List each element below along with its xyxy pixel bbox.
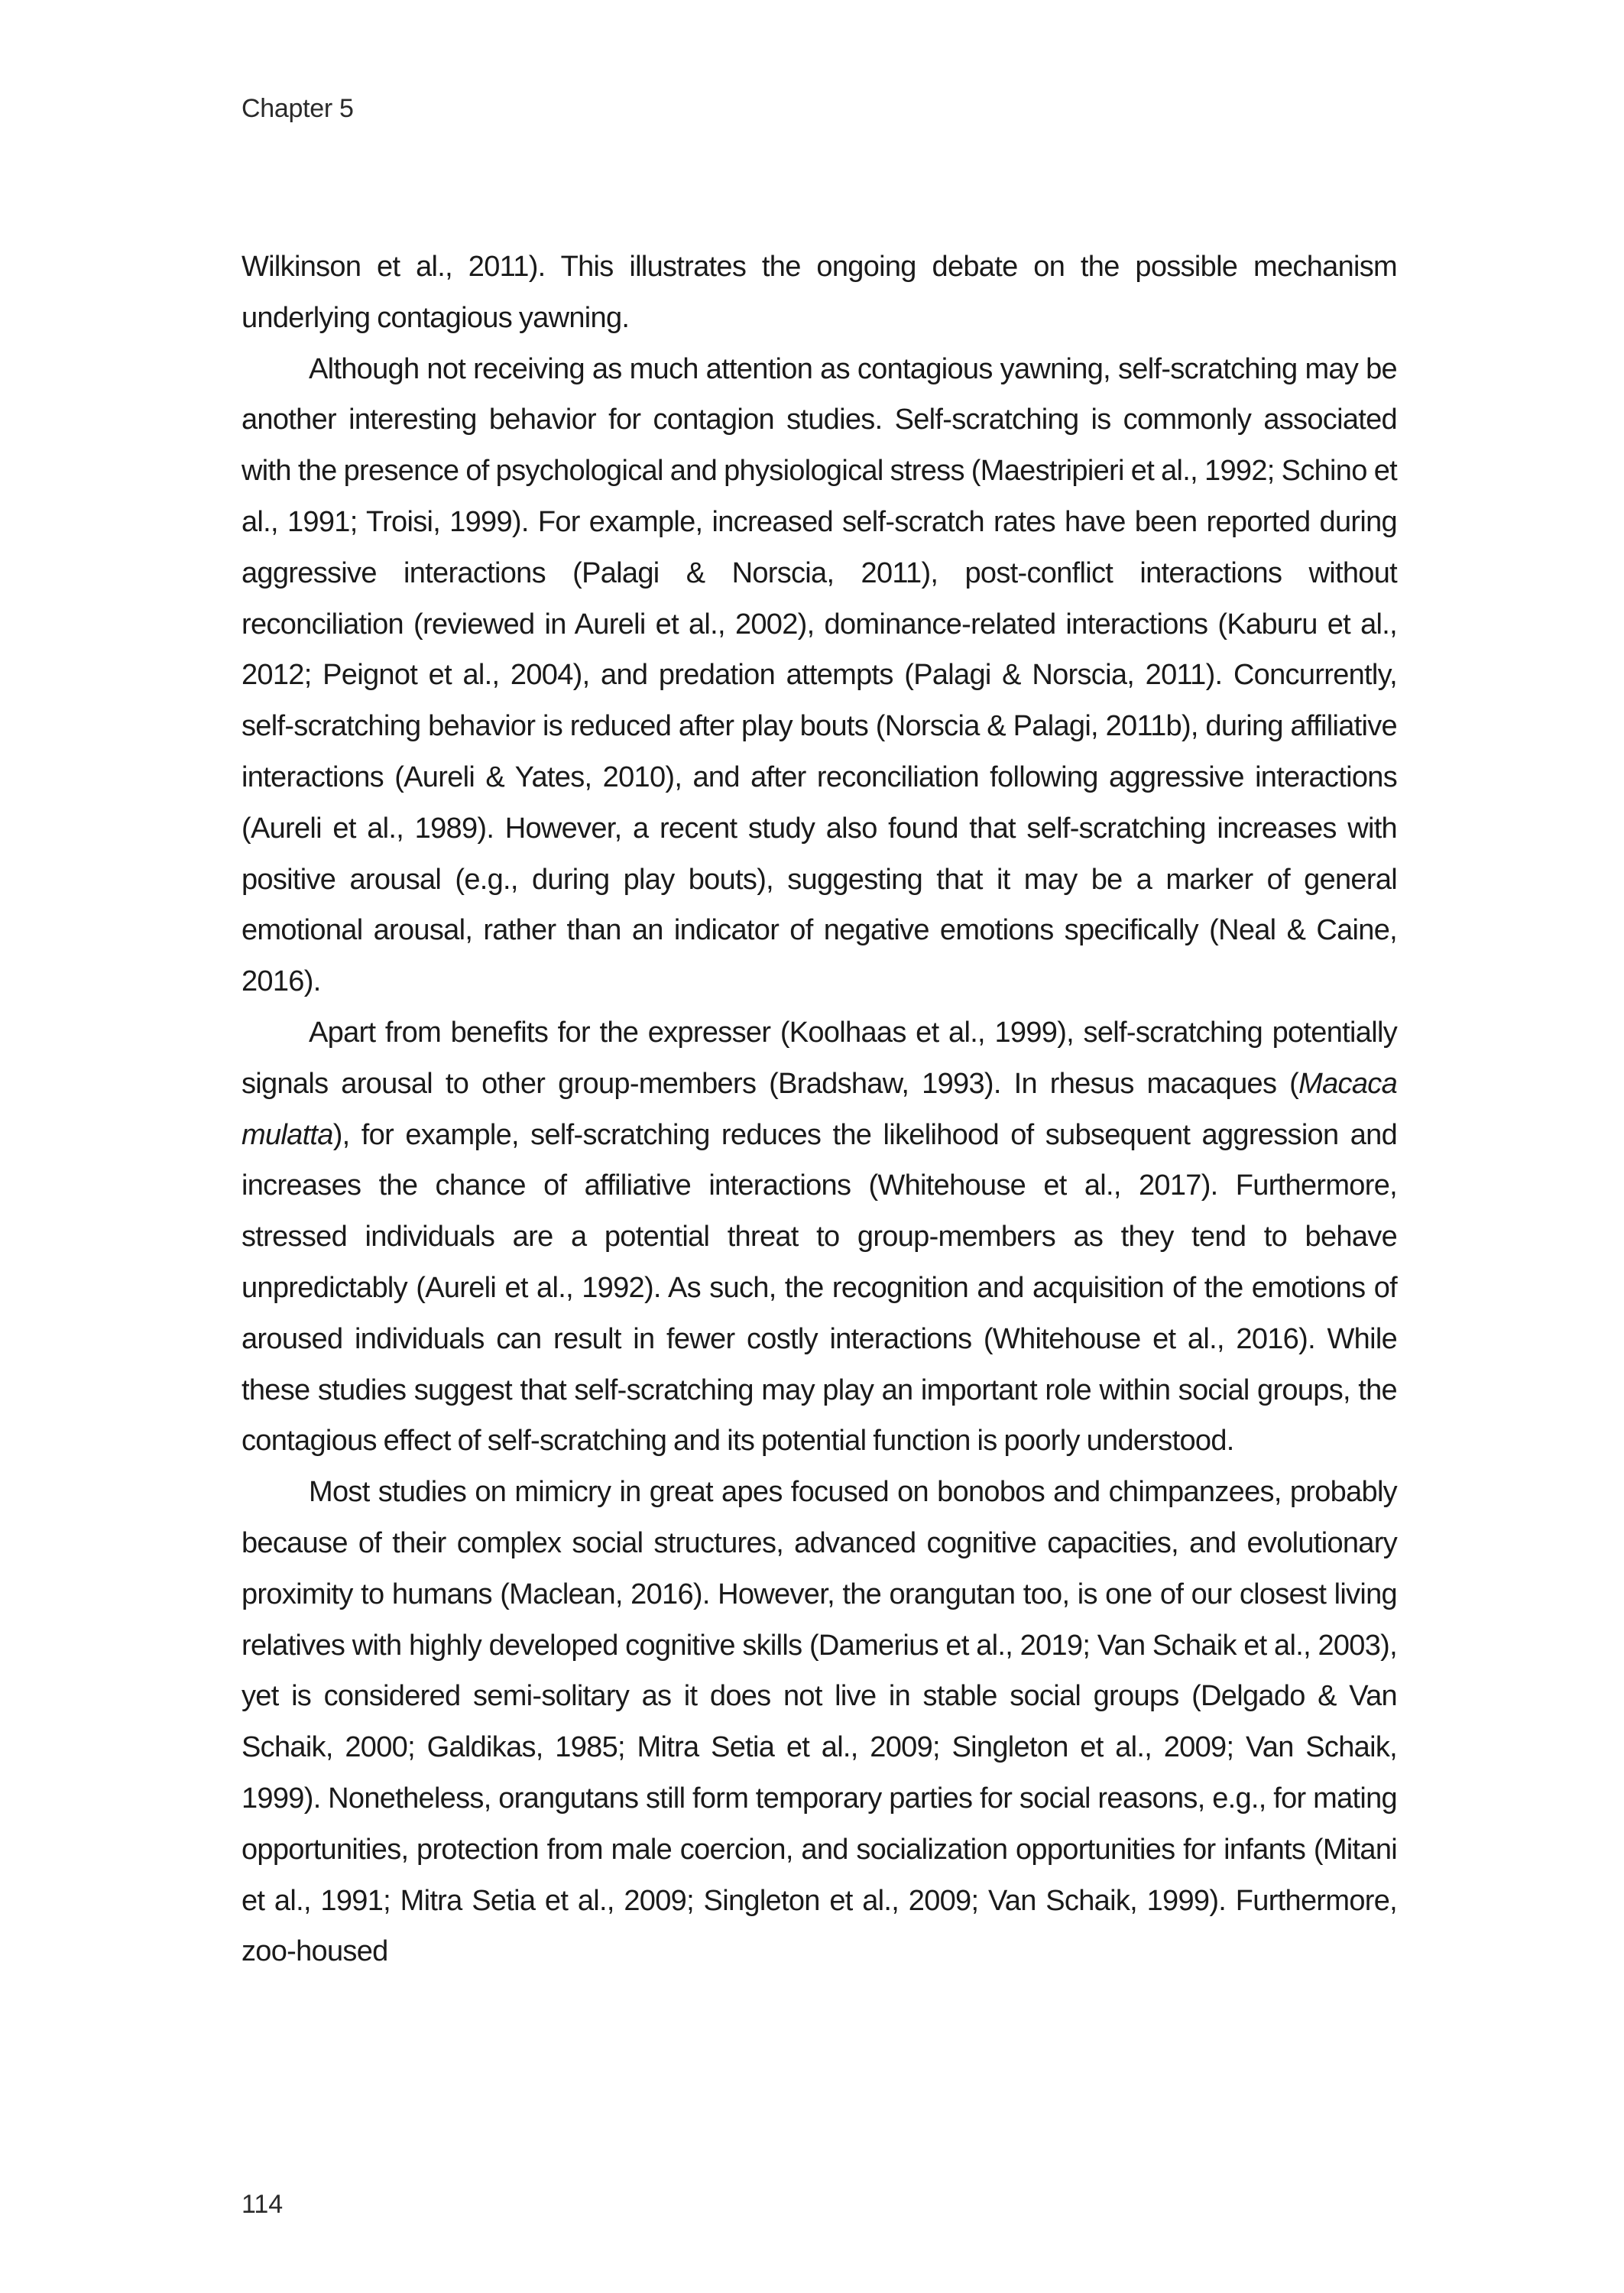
paragraph-text: Apart from benefits for the expresser (Koolhaas et al., 1999), self-scratching potentially signals arousal to other group-members (Bradshaw, 1993). In rhesus macaques ( (241, 1016, 1397, 1100)
paragraph-text: Most studies on mimicry in great apes focused on bonobos and chimpanzees, probably because of their complex social structures, advanced cognitive capacities, and evolutionary proximity to humans (Maclean, 2016). However, the orangutan too, is one of our closest living relatives with highly developed cognitive skills (Damerius et al., 2019; Van Schaik et al., 2003), yet is considered semi-solitary as it does not live in stable social groups (Delgado & Van Schaik, 2000; Galdikas, 1985; Mitra Setia et al., 2009; Singleton et al., 2009; Van Schaik, 1999). Nonetheless, orangutans still form temporary parties for social reasons, e.g., for mating opportunities, protection from male coercion, and socialization opportunities for infants (Mitani et al., 1991; Mitra Setia et al., 2009; Singleton et al., 2009; Van Schaik, 1999). Furthermore, zoo-housed (241, 1476, 1397, 1968)
paragraph (241, 1467, 1397, 1977)
paragraph-text: Wilkinson et al., 2011). This illustrates the ongoing debate on the possible mechanism underlying contagious yawning. (241, 251, 1397, 334)
paragraph (241, 242, 1397, 344)
page-number: 114 (241, 2190, 284, 2219)
paragraph-text: Although not receiving as much attention as contagious yawning, self-scratching may be another interesting behavior for contagion studies. Self-scratching is commonly associated with the presence of psychological and physiological stress (Maestripieri et al., 1992; Schino et al., 1991; Troisi, 1999). For example, increased self-scratch rates have been reported during aggressive interactions (Palagi & Norscia, 2011), post-conflict interactions without reconciliation (reviewed in Aureli et al., 2002), dominance-related interactions (Kaburu et al., 2012; Peignot et al., 2004), and predation attempts (Palagi & Norscia, 2011). Concurrently, self-scratching behavior is reduced after play bouts (Norscia & Palagi, 2011b), during affiliative interactions (Aureli & Yates, 2010), and after reconciliation following aggressive interactions (Aureli et al., 1989). However, a recent study also found that self-scratching increases with positive arousal (e.g., during play bouts), suggesting that it may be a marker of general emotional arousal, rather than an indicator of negative emotions specifically (Neal & Caine, 2016). (241, 352, 1397, 998)
paragraph-text: ), for example, self-scratching reduces the likelihood of subsequent aggression and increases the chance of affiliative interactions (Whitehouse et al., 2017). Furthermore, stressed individuals are a potential threat to group-members as they tend to behave unpredictably (Aureli et al., 1992). As such, the recognition and acquisition of the emotions of aroused individuals can result in fewer costly interactions (Whitehouse et al., 2016). While these studies suggest that self-scratching may play an important role within social groups, the contagious effect of self-scratching and its potential function is poorly understood. (241, 1118, 1397, 1458)
body-text (241, 242, 1397, 1977)
paragraph (241, 1007, 1397, 1467)
species-name: Macaca mulatta (241, 1067, 1397, 1151)
running-head: Chapter 5 (241, 94, 354, 123)
paragraph (241, 344, 1397, 1007)
